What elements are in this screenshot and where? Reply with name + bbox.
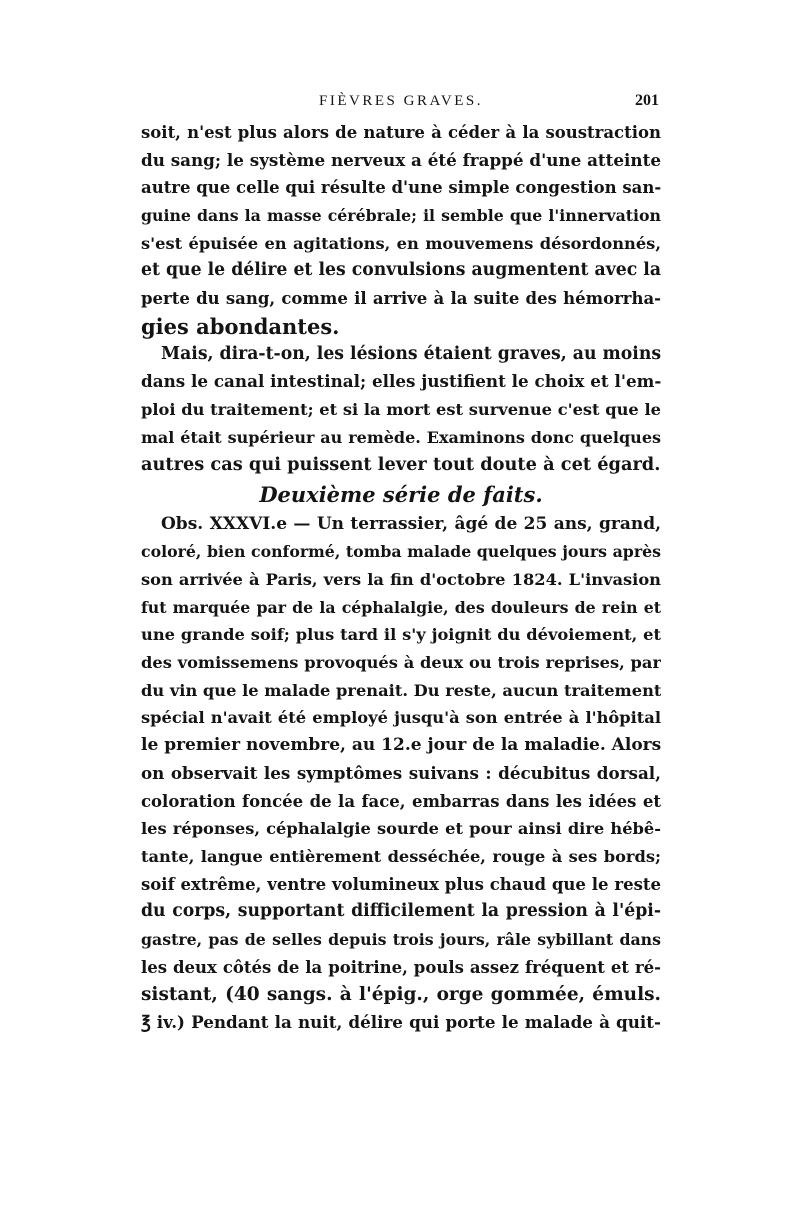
text-line: les réponses, céphalalgie sourde et pour ainsi dire hébê- bbox=[141, 819, 661, 839]
text-line: ploi du traitement; et si la mort est survenue c'est que le bbox=[141, 399, 661, 419]
body-text bbox=[141, 119, 661, 1037]
observation-paragraph bbox=[141, 511, 661, 1037]
text-line: coloré, bien conformé, tomba malade quelques jours après bbox=[141, 542, 661, 562]
text-line: Mais, dira-t-on, les lésions étaient graves, au moins bbox=[161, 343, 661, 364]
text-line: soif extrême, ventre volumineux plus chaud que le reste bbox=[141, 874, 661, 894]
section-heading: Deuxième série de faits. bbox=[259, 481, 543, 507]
text-line: perte du sang, comme il arrive à la suite des hémorrha- bbox=[141, 289, 661, 309]
paragraph-2 bbox=[141, 341, 661, 479]
text-line: du sang; le système nerveux a été frappé d'une atteinte bbox=[141, 149, 661, 170]
text-line: fut marquée par de la céphalalgie, des douleurs de rein et bbox=[141, 597, 661, 617]
text-line: les deux côtés de la poitrine, pouls assez fréquent et ré- bbox=[141, 957, 661, 977]
page-number: 201 bbox=[635, 92, 659, 109]
running-title: FIÈVRES GRAVES. bbox=[319, 93, 483, 109]
paragraph-1 bbox=[141, 119, 661, 341]
text-line: Obs. XXXVI.e — Un terrassier, âgé de 25 ans, grand, bbox=[161, 513, 661, 534]
text-line: sistant, (40 sangs. à l'épig., orge gommée, émuls. bbox=[141, 984, 661, 1006]
text-line: tante, langue entièrement desséchée, rouge à ses bords; bbox=[141, 846, 661, 866]
text-line: dans le canal intestinal; elles justifient le choix et l'em- bbox=[141, 371, 661, 392]
text-line: du corps, supportant difficilement la pression à l'épi- bbox=[141, 901, 661, 922]
text-line: autre que celle qui résulte d'une simple congestion san- bbox=[141, 178, 661, 198]
text-line: coloration foncée de la face, embarras dans les idées et bbox=[141, 791, 661, 811]
text-line: ℥ iv.) Pendant la nuit, délire qui porte le malade à quit- bbox=[141, 1012, 661, 1032]
text-line: son arrivée à Paris, vers la fin d'octobre 1824. L'invasion bbox=[141, 570, 661, 589]
page-header bbox=[143, 88, 659, 114]
text-line: mal était supérieur au remède. Examinons donc quelques bbox=[141, 427, 661, 447]
text-line: s'est épuisée en agitations, en mouvemens désordonnés, bbox=[141, 233, 661, 253]
text-line: on observait les symptômes suivans : décubitus dorsal, bbox=[141, 762, 661, 783]
text-line: gastre, pas de selles depuis trois jours, râle sybillant dans bbox=[141, 929, 661, 949]
text-line: guine dans la masse cérébrale; il semble que l'innervation bbox=[141, 206, 661, 226]
text-line: des vomissemens provoqués à deux ou trois reprises, par bbox=[141, 653, 661, 673]
text-line: du vin que le malade prenait. Du reste, aucun traitement bbox=[141, 680, 661, 700]
text-line: autres cas qui puissent lever tout doute à cet égard. bbox=[141, 454, 661, 476]
text-line: une grande soif; plus tard il s'y joignit du dévoiement, et bbox=[141, 625, 661, 645]
text-line: et que le délire et les convulsions augmentent avec la bbox=[141, 260, 661, 281]
text-line: soit, n'est plus alors de nature à céder à la soustraction bbox=[141, 123, 661, 142]
text-line: gies abondantes. bbox=[141, 313, 340, 339]
text-line: le premier novembre, au 12.e jour de la maladie. Alors bbox=[141, 735, 661, 756]
text-line: spécial n'avait été employé jusqu'à son entrée à l'hôpital bbox=[141, 708, 661, 728]
